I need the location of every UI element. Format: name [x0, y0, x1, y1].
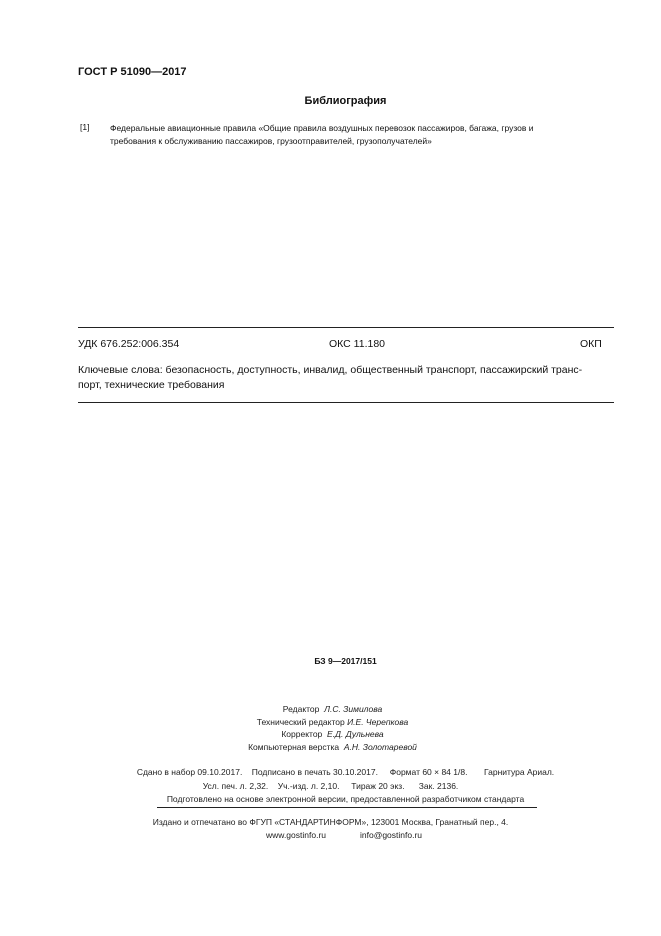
bz-number: БЗ 9—2017/151: [314, 656, 377, 666]
bib-entry: [110, 122, 534, 148]
print-info-1: Сдано в набор 09.10.2017. Подписано в печать 30.10.2017. Формат 60 × 84 1/8. Гарнитура Ариал.: [136, 767, 555, 777]
staff-list: [2, 703, 661, 753]
oks: ОКС 11.180: [329, 338, 386, 350]
bib-line: Федеральные авиационные правила «Общие правила воздушных перевозок пассажиров, багажа, грузов и: [110, 123, 534, 133]
bib-number: [1]: [80, 122, 90, 132]
divider: [78, 327, 614, 328]
keywords-line: Ключевые слова: безопасность, доступность, инвалид, общественный транспорт, пассажирский транс-: [78, 364, 583, 376]
website-link[interactable]: www.gostinfo.ru: [266, 830, 326, 840]
print-info-3: Подготовлено на основе электронной версии, предоставленной разработчиком стандарта: [166, 794, 525, 804]
standard-number: ГОСТ Р 51090—2017: [78, 66, 187, 78]
staff-tech-editor: Технический редактор И.Е. Черепкова: [256, 716, 409, 727]
print-info-2: Усл. печ. л. 2,32. Уч.-изд. л. 2,10. Тираж 20 экз. Зак. 2136.: [202, 781, 459, 791]
staff-editor: Редактор Л.С. Зимилова: [282, 704, 383, 714]
udk: УДК 676.252:006.354: [78, 338, 180, 350]
bibliography-title: Библиография: [304, 95, 387, 107]
keywords-line: порт, технические требования: [78, 379, 225, 391]
divider: [157, 807, 537, 808]
staff-layout: Компьютерная верстка А.Н. Золотаревой: [248, 741, 417, 752]
keywords: [78, 363, 582, 393]
divider: [78, 402, 614, 403]
bib-line: требования к обслуживанию пассажиров, грузоотправителей, грузополучателей»: [110, 136, 432, 146]
publisher: Издано и отпечатано во ФГУП «СТАНДАРТИНФОРМ», 123001 Москва, Гранатный пер., 4.: [152, 817, 509, 827]
okp: ОКП: [580, 338, 602, 350]
staff-corrector: Корректор Е.Д. Дульнева: [281, 729, 384, 739]
email-link[interactable]: info@gostinfo.ru: [360, 830, 423, 840]
